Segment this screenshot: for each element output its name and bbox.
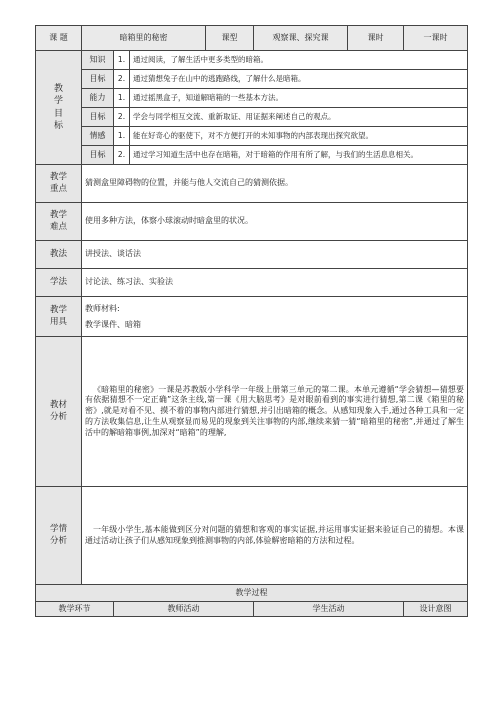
key-points-row — [36, 165, 468, 203]
tools-text: 教师材料: 教学课件、暗箱 — [82, 297, 468, 337]
learning-method-label: 学法 — [36, 269, 82, 297]
teaching-method-row — [36, 241, 468, 269]
process-col-student: 学生活动 — [254, 602, 404, 617]
type-label: 课型 — [206, 26, 254, 51]
teaching-method-text: 讲授法、谈话法 — [82, 241, 468, 269]
emotion-label-top: 情感 — [82, 127, 114, 146]
difficulty-text: 使用多种方法，体察小球滚动时暗盒里的状况。 — [82, 203, 468, 241]
ability-label-top: 能力 — [82, 89, 114, 108]
type-value: 观察课、探究课 — [254, 26, 348, 51]
material-analysis-text: 《暗箱里的秘密》一课是苏教版小学科学一年级上册第三单元的第二课。本单元遵循“学会猜想—猜想要有依据猜想不一定正确”这条主线,第一课《用大脑思考》是对眼前看到的事实进行猜想,第二课《箱里的秘密》,就是对看不见、摸不着的事物内部进行猜想,并引出暗箱的概念。从感知现象入手,通过各种工具和一定的方法收集信息,让生从观察显而易见的现象到关注事物的内部,继续来猜一猜“暗箱里的秘密”,并通过了解生活中的解暗箱事例,加深对“暗箱”的理解, — [82, 337, 468, 487]
process-col-stage: 教学环节 — [36, 602, 114, 617]
difficulty-label: 教学 难点 — [36, 203, 82, 241]
tools-label: 教学 用具 — [36, 297, 82, 337]
topic-value: 暗箱里的秘密 — [82, 26, 206, 51]
knowledge-goal-2: 通过猜想兔子在山中的逃跑路线，了解什么是暗箱。 — [130, 70, 468, 89]
student-analysis-text: 一年级小学生,基本能做到区分对问题的猜想和客观的事实证据,并运用事实证据来验证自己的猜想。本课通过活动让孩子们从感知现象到推测事物的内部,体验解密暗箱的方法和过程。 — [82, 487, 468, 585]
emotion-goal-1: 能在好奇心的驱使下，对不方便打开的未知事物的内部表现出探究欲望。 — [130, 127, 468, 146]
key-points-label: 教学 重点 — [36, 165, 82, 203]
ability-goal-1: 通过摇黑盒子，知道解暗箱的一些基本方法。 — [130, 89, 468, 108]
student-analysis-row — [36, 487, 468, 585]
emotion-label-bottom: 目标 — [82, 146, 114, 165]
process-columns-row — [36, 602, 468, 617]
lesson-plan-table: 课 题 暗箱里的秘密 课型 观察课、探究课 课时 一课时 教 学 目 标 知识 1. 通过阅读，了解生活中更多类型的暗箱。 目标 2. 通过猜想兔子在山中的逃跑路线，了解什么是暗箱。 能力 1. 通过摇黑盒子，知道解暗箱的一些基本方法。 目标 2. 学会与同学相互交流、重新取证、用证据来阐述自己的观点。 情感 1. 能在好奇心的驱使下，对不方便打开的未知事物的内部表现出探究欲望。 目标 2. 通过学习知道生活中也存在暗箱，对于暗箱的作用有所了解，与我们的生活息息相关。 教学 重点 猜测盒里障碍物的位置，并能与他人交流自己的猜测依据。 教学 难点 使用多种方法，体察小球滚动时暗盒里的状况。 教法 讲授法、谈话法 学法 讨论法、练习法、实验法 教学 用具 教师材料: 教学课件、暗箱 教材 分析 《暗箱里的秘密》一课是苏教版小学科学一年级上册第三单元的第二课。本单元遵循“学会猜想—猜想要有依据猜想不一定正确”这条主线,第一课《用大脑思考》是对眼前看到的事实进行猜想,第二课《箱里的秘密》,就是对看不见、摸不着的事物内部进行猜想,并引出暗箱的概念。从感知现象入手,通过各种工具和一定的方法收集信息,让生从观察显而易见的现象到关注事物的内部,继续来猜一猜“暗箱里的秘密”,并通过了解生活中的解暗箱事例,加深对“暗箱”的理解, 学情 分析 一年级小学生,基本能做到区分对问题的猜想和客观的事实证据,并运用事实证据来验证自己的猜想。本课通过活动让孩子们从感知现象到推测事物的内部,体验解密暗箱的方法和过程。 教学过程 教学环节 教师活动 学生活动 设计意图 — [35, 25, 468, 617]
process-title: 教学过程 — [36, 585, 468, 602]
ability-label-bottom: 目标 — [82, 108, 114, 127]
material-analysis-row — [36, 337, 468, 487]
teaching-method-label: 教法 — [36, 241, 82, 269]
knowledge-label-bottom: 目标 — [82, 70, 114, 89]
ability-goal-2: 学会与同学相互交流、重新取证、用证据来阐述自己的观点。 — [130, 108, 468, 127]
emotion-goal-2: 通过学习知道生活中也存在暗箱，对于暗箱的作用有所了解，与我们的生活息息相关。 — [130, 146, 468, 165]
learning-method-row — [36, 269, 468, 297]
process-title-row — [36, 585, 468, 602]
learning-method-text: 讨论法、练习法、实验法 — [82, 269, 468, 297]
difficulty-row — [36, 203, 468, 241]
goals-label: 教 学 目 标 — [36, 51, 82, 165]
knowledge-label-top: 知识 — [82, 51, 114, 70]
hours-value: 一课时 — [404, 26, 468, 51]
header-row — [36, 26, 468, 51]
hours-label: 课时 — [348, 26, 404, 51]
process-col-teacher: 教师活动 — [114, 602, 254, 617]
process-col-intent: 设计意图 — [404, 602, 468, 617]
topic-label: 课 题 — [36, 26, 82, 51]
knowledge-goal-1: 通过阅读，了解生活中更多类型的暗箱。 — [130, 51, 468, 70]
tools-row — [36, 297, 468, 337]
material-analysis-label: 教材 分析 — [36, 337, 82, 487]
student-analysis-label: 学情 分析 — [36, 487, 82, 585]
key-points-text: 猜测盒里障碍物的位置，并能与他人交流自己的猜测依据。 — [82, 165, 468, 203]
